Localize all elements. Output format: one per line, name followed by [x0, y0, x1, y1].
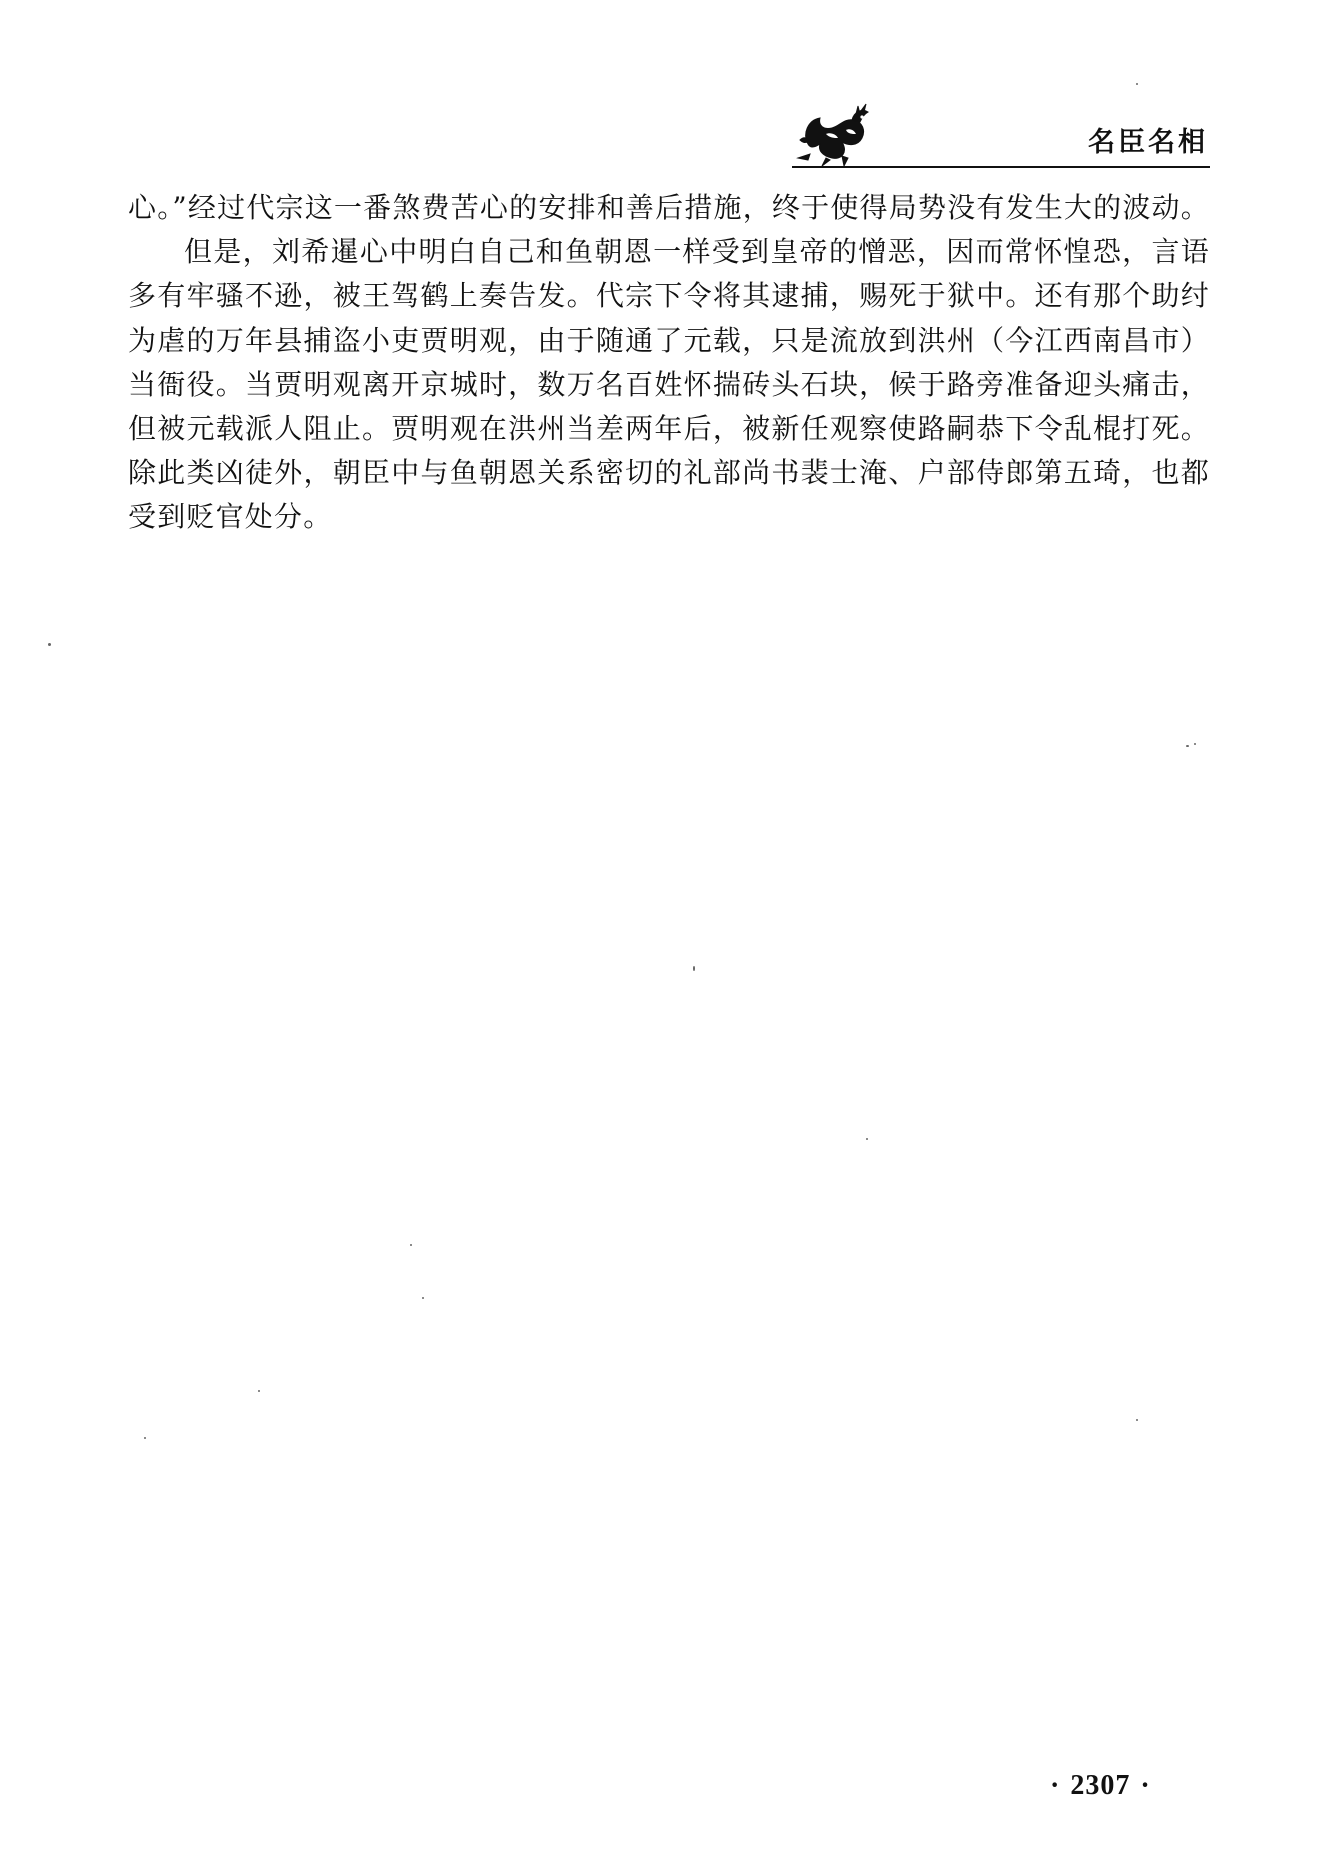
scan-speck: [693, 966, 695, 971]
paragraph: 心。”经过代宗这一番煞费苦心的安排和善后措施，终于使得局势没有发生大的波动。: [128, 191, 1210, 224]
header-rule: [792, 166, 1210, 168]
scan-speck: [422, 1297, 424, 1299]
dragon-emblem-icon: [796, 100, 876, 168]
scan-speck: [1136, 1419, 1138, 1421]
page-number-dot: ·: [1140, 1770, 1151, 1801]
section-title: 名臣名相: [1088, 127, 1208, 158]
body-text: [128, 186, 1210, 540]
scan-speck: [48, 643, 51, 646]
scan-speck: [144, 1437, 146, 1439]
scan-speck: [1136, 83, 1138, 85]
page-number-dot: ·: [1050, 1770, 1061, 1801]
scan-speck: [1194, 743, 1196, 745]
page-number: [1040, 1770, 1161, 1802]
scan-speck: [410, 1244, 412, 1246]
paragraph: 但是，刘希暹心中明白自己和鱼朝恩一样受到皇帝的憎恶，因而常怀惶恐，言语多有牢骚不逊，被王驾鹤上奏告发。代宗下令将其逮捕，赐死于狱中。还有那个助纣为虐的万年县捕盗小吏贾明观，由于随通了元载，只是流放到洪州（今江西南昌市）当衙役。当贾明观离开京城时，数万名百姓怀揣砖头石块，候于路旁准备迎头痛击，但被元载派人阻止。贾明观在洪州当差两年后，被新任观察使路嗣恭下令乱棍打死。除此类凶徒外，朝臣中与鱼朝恩关系密切的礼部尚书裴士淹、户部侍郎第五琦，也都受到贬官处分。: [128, 235, 1210, 534]
page-number-value: 2307: [1070, 1770, 1131, 1801]
running-header: [128, 100, 1210, 176]
scan-speck: [866, 1138, 868, 1140]
scan-speck: [1186, 745, 1189, 747]
scan-speck: [258, 1390, 260, 1392]
